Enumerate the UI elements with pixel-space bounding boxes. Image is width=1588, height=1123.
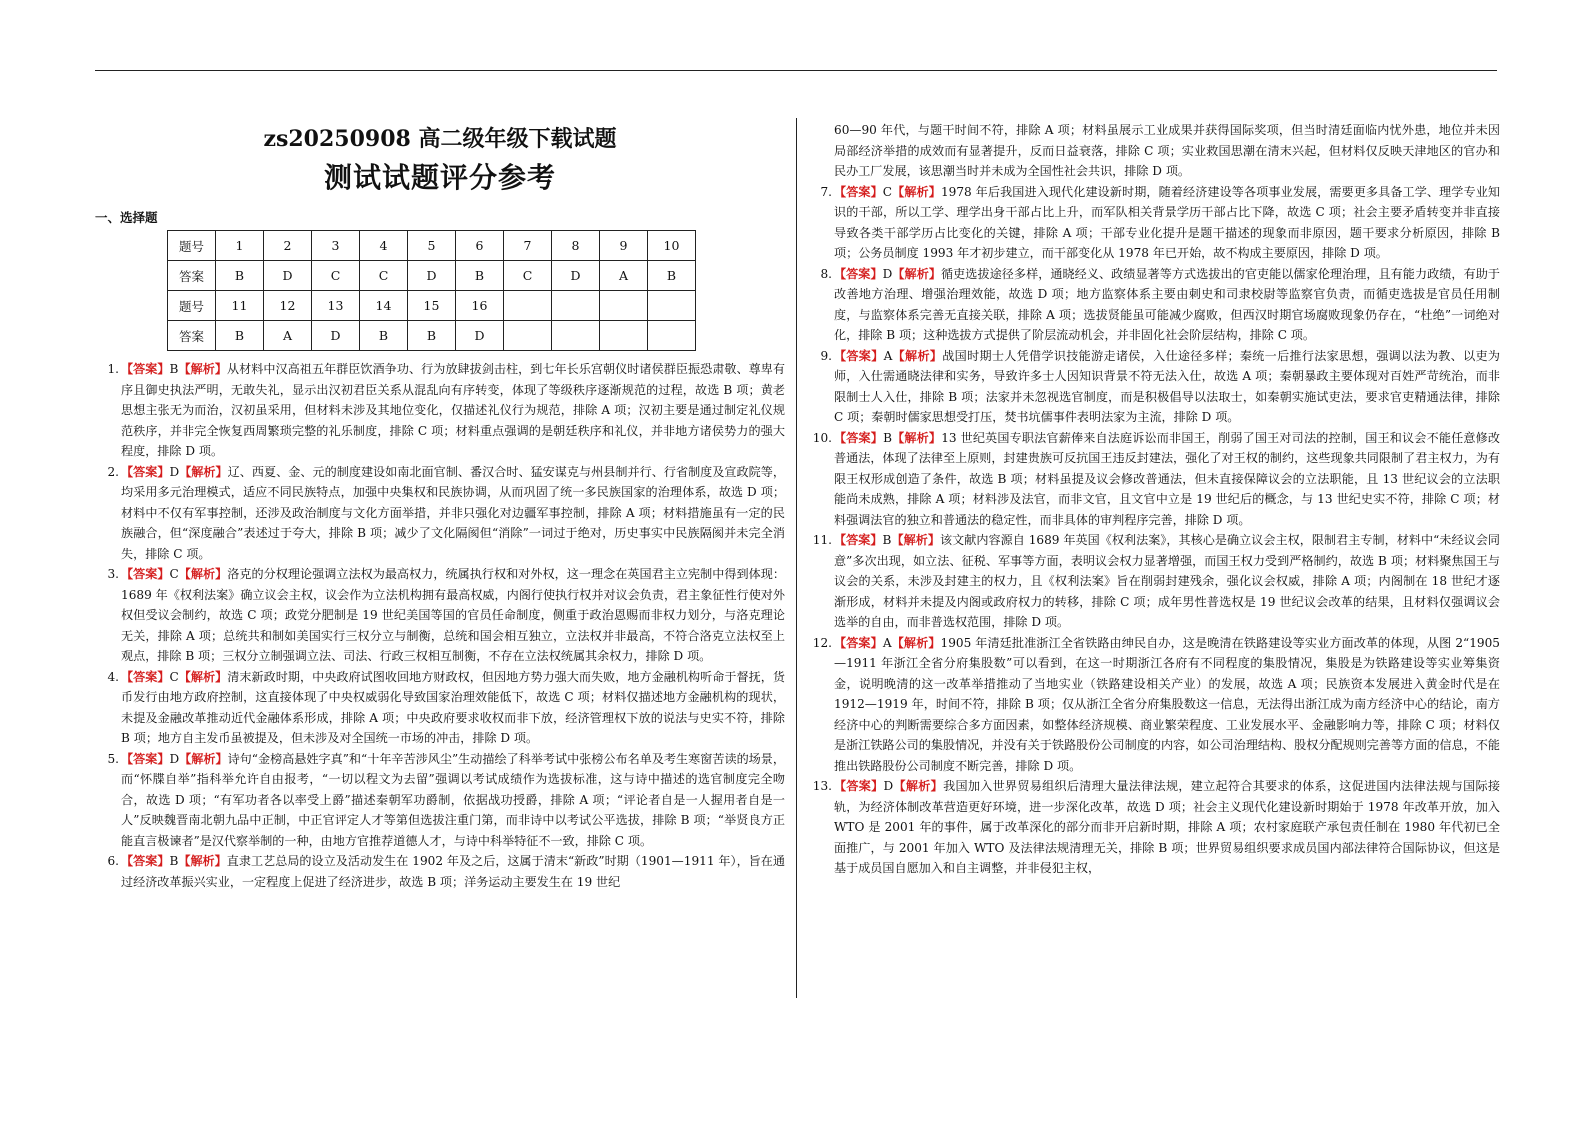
explanation-text: 战国时期士人凭借学识技能游走诸侯，入仕途径多样；秦统一后推行法家思想，强调以法为教、以吏为师，入仕需通晓法律和实务，导致许多士人因知识背景不符无法入仕，故选 A 项；秦朝暴政主要体现对百姓严苛统治，而非限制士人入仕，排除 B 项；法家并未忽视选官制度，而是积极倡导以法取士，如秦朝实施试吏法，要求官吏精通法律，排除 C 项；秦朝时儒家思想受打压，焚书坑儒事件表明法家为主流，排除 D 项。 xyxy=(834,348,1500,424)
answer-cell: C xyxy=(360,261,408,291)
answer-cell: C xyxy=(504,261,552,291)
answer-cell: D xyxy=(552,261,600,291)
answer-tag: 【答案】 xyxy=(121,362,170,376)
analysis-tag: 【解析】 xyxy=(891,430,942,445)
answer-tag: 【答案】 xyxy=(834,779,884,793)
explanation-text: 循吏选拔途径多样，通晓经义、政绩显著等方式选拔出的官吏能以儒家伦理治理，且有能力政绩，有助于改善地方治理、增强治理效能，故选 D 项；地方监察体系主要由刺史和司隶校尉等监察官负责，而循吏选拔是官员任用制度，与监察体系完善无直接关联，排除 A 项；选拔贤能虽可能减少腐败，但西汉时期官场腐败现象仍存在，“杜绝”一词绝对化，排除 B 项；这种选拔方式提供了阶层流动机会，并非固化社会阶层结构，排除 C 项。 xyxy=(834,266,1500,342)
answer-tag: 【答案】 xyxy=(834,430,884,445)
question-number: 6 xyxy=(456,231,504,261)
answer-letter: A xyxy=(882,635,892,650)
explanation-item xyxy=(808,776,1500,879)
explanation-item xyxy=(808,530,1500,633)
explanation-item xyxy=(808,182,1500,264)
explanation-text: 1905 年清廷批准浙江全省铁路由绅民自办，这是晚清在铁路建设等实业方面改革的体现，从图 2“1905—1911 年浙江全省分府集股数”可以看到，在这一时期浙江各府有不同程度的集股情况，集股是为铁路建设等实业筹集资金，说明晚清的这一改革举措推动了当地实业（铁路建设相关产业）的发展，故选 A 项；民族资本发展进入黄金时代是在 1912—1919 年，时间不符，排除 B 项；仅从浙江全省分府集股数这一信息，无法得出浙江成为南方经济中心的结论，南方经济中心的判断需要综合多方面因素，如整体经济规模、商业繁荣程度、工业发展水平、金融影响力等，排除 C 项；材料仅是浙江铁路公司的集股情况，并没有关于铁路股份公司制度的内容，如公司治理结构、股权分配规则完善等方面的信息，不能推出铁路股份公司制度不断完善，排除 D 项。 xyxy=(834,635,1500,773)
row-label: 题号 xyxy=(168,291,216,321)
explanation-text: 13 世纪英国专职法官薪俸来自法庭诉讼而非国王，削弱了国王对司法的控制，国王和议会不能任意修改普通法，体现了法律至上原则，封建贵族可反抗国王违反封建法，强化了对王权的制约，这些现象共同限制了君主权力，为有限王权形成创造了条件，故选 B 项；材料虽提及议会修改普通法，但未直接保障议会的立法职能，且 13 世纪议会的立法职能尚未成熟，排除 A 项；材料涉及法官，而非文官，且文官中立是 19 世纪后的概念，与 13 世纪史实不符，排除 C 项；材料强调法官的独立和普通法的稳定性，而非具体的审判程序完善，排除 D 项。 xyxy=(834,430,1500,527)
item-number: 12. xyxy=(812,635,832,650)
question-number: 16 xyxy=(456,291,504,321)
item-number: 4. xyxy=(107,669,119,684)
answer-letter: B xyxy=(169,362,179,376)
question-number: 15 xyxy=(408,291,456,321)
explanation-text: 辽、西夏、金、元的制度建设如南北面官制、番汉合时、猛安谋克与州县制并行、行省制度及宣政院等，均采用多元治理模式，适应不同民族特点，加强中央集权和民族协调，从而巩固了统一多民族国家的治理体系，故选 D 项；材料中不仅有军事控制，还涉及政治制度与文化方面举措，并非只强化对边疆军事控制，排除 A 项；材料措施虽有一定的民族融合，但“深度融合”表述过于夸大，排除 B 项；减少了文化隔阂但“消除”一词过于绝对，历史事实中民族隔阂并未完全消失，排除 C 项。 xyxy=(121,464,785,561)
answer-letter: C xyxy=(882,184,893,199)
question-row-1 xyxy=(168,231,696,261)
answer-cell xyxy=(552,321,600,351)
answer-letter: B xyxy=(169,854,179,868)
analysis-tag: 【解析】 xyxy=(178,362,227,376)
explanation-item xyxy=(95,462,785,565)
explanation-text: 直隶工艺总局的设立及活动发生在 1902 年及之后，这属于清末“新政”时期（1901—1911 年），旨在通过经济改革振兴实业，一定程度上促进了经济进步，故选 B 项；洋务运动主要发生在 19 世纪 xyxy=(121,854,785,889)
right-column xyxy=(808,120,1500,879)
answer-cell: D xyxy=(312,321,360,351)
explanation-item xyxy=(808,633,1500,777)
explanation-text: 1978 年后我国进入现代化建设新时期，随着经济建设等各项事业发展，需要更多具备工学、理学专业知识的干部，所以工学、理学出身干部占比上升，而军队相关背景学历干部占比下降，故选 C 项；社会主要矛盾转变并非直接导致各类干部学历占比变化的关键，排除 A 项；干部专业化提升是题干描述的现象而非原因，题干要求分析原因，排除 B 项；公务员制度 1993 年才初步建立，而干部变化从 1978 年已开始，故不构成主要原因，排除 D 项。 xyxy=(834,184,1500,260)
answer-cell: D xyxy=(264,261,312,291)
item-number: 2. xyxy=(107,464,119,479)
answer-cell: D xyxy=(408,261,456,291)
explanation-text: 我国加入世界贸易组织后清理大量法律法规，建立起符合其要求的体系，这促进国内法律法规与国际接轨，为经济体制改革营造更好环境，进一步深化改革，故选 D 项；社会主义现代化建设新时期始于 1978 年改革开放，加入 WTO 是 2001 年的事件，属于改革深化的部分而非开启新时期，排除 A 项；农村家庭联产承包责任制在 1980 年代初已全面推广，与 2001 年加入 WTO 及法律法规清理无关，排除 B 项；世界贸易组织要求成员国内部法律符合国际协议，但这是基于成员国自愿加入和自主调整，并非侵犯主权， xyxy=(834,779,1500,875)
question-row-2 xyxy=(168,291,696,321)
analysis-tag: 【解析】 xyxy=(891,533,940,547)
item-number: 9. xyxy=(820,348,832,363)
row-label: 答案 xyxy=(168,261,216,291)
question-number: 5 xyxy=(408,231,456,261)
question-number: 2 xyxy=(264,231,312,261)
analysis-tag: 【解析】 xyxy=(178,669,228,684)
item-number: 6. xyxy=(107,854,119,868)
explanation-text: 清末新政时期，中央政府试图收回地方财政权，但因地方势力强大而失败，地方金融机构听命于督抚，货币发行由地方政府控制，这直接体现了中央权威弱化导致国家治理效能低下，故选 C 项；材料仅描述地方金融机构的现状，未提及金融改革推动近代金融体系形成，排除 A 项；中央政府要求收权而非下放，经济管理权下放的说法与史实不符，排除 B 项；地方自主发币虽被提及，但未涉及对全国统一市场的冲击，排除 D 项。 xyxy=(121,669,785,745)
question-number: 12 xyxy=(264,291,312,321)
answer-cell: B xyxy=(216,321,264,351)
question-number xyxy=(552,291,600,321)
answer-cell: D xyxy=(456,321,504,351)
explanation-item xyxy=(95,667,785,749)
answer-tag: 【答案】 xyxy=(121,464,170,479)
answer-row-2 xyxy=(168,321,696,351)
answer-letter: C xyxy=(169,567,179,581)
question-number xyxy=(648,291,696,321)
answer-cell: B xyxy=(456,261,504,291)
answer-letter: D xyxy=(169,464,180,479)
answer-letter: B xyxy=(882,533,892,547)
item-number: 13. xyxy=(812,779,832,793)
answer-cell: A xyxy=(264,321,312,351)
answer-row-1 xyxy=(168,261,696,291)
question-number: 8 xyxy=(552,231,600,261)
explanation-item xyxy=(808,346,1500,428)
answer-cell: B xyxy=(648,261,696,291)
answer-tag: 【答案】 xyxy=(121,669,170,684)
document-subtitle: 测试试题评分参考 xyxy=(323,161,556,194)
question-number: 14 xyxy=(360,291,408,321)
question-number: 10 xyxy=(648,231,696,261)
answer-tag: 【答案】 xyxy=(834,348,884,363)
question-number: 13 xyxy=(312,291,360,321)
left-column xyxy=(95,120,785,892)
answer-tag: 【答案】 xyxy=(834,533,883,547)
item-number: 8. xyxy=(820,266,832,281)
item-number: 3. xyxy=(107,567,119,581)
answer-cell: B xyxy=(408,321,456,351)
explanation-text: 该文献内容源自 1689 年英国《权利法案》，其核心是确立议会主权，限制君主专制，材料中“未经议会同意”多次出现，如立法、征税、军事等方面，表明议会权力显著增强，而国王权力受到严格制约，故选 B 项；材料聚焦国王与议会的关系，未涉及封建主的权力，且《权利法案》旨在削弱封建残余，强化议会权威，排除 A 项；内阁制在 18 世纪才逐渐形成，材料并未提及内阁或政府权力的转移，排除 C 项；成年男性普选权是 19 世纪议会改革的结果，且材料仅强调议会选举的自由，而非普选权范围，排除 D 项。 xyxy=(834,533,1500,629)
answer-letter: D xyxy=(882,266,893,281)
answer-tag: 【答案】 xyxy=(834,266,883,281)
section-label: 一、选择题 xyxy=(95,210,158,225)
analysis-tag: 【解析】 xyxy=(892,184,941,199)
item-number: 5. xyxy=(107,751,119,766)
answer-cell xyxy=(504,321,552,351)
answer-tag: 【答案】 xyxy=(834,184,883,199)
question-number: 3 xyxy=(312,231,360,261)
explanation-item xyxy=(95,564,785,667)
answer-tag: 【答案】 xyxy=(121,751,170,766)
answer-letter: A xyxy=(883,348,893,363)
answer-letter: B xyxy=(883,430,892,445)
answer-cell: C xyxy=(312,261,360,291)
item-number: 7. xyxy=(820,184,832,199)
column-divider xyxy=(796,118,797,998)
answer-cell xyxy=(648,321,696,351)
answer-cell: B xyxy=(216,261,264,291)
answer-letter: D xyxy=(883,779,894,793)
explanation-item xyxy=(95,749,785,852)
question-number: 1 xyxy=(216,231,264,261)
row-label: 题号 xyxy=(168,231,216,261)
question-number: 11 xyxy=(216,291,264,321)
answer-table xyxy=(167,230,696,351)
answer-cell: B xyxy=(360,321,408,351)
question-number xyxy=(600,291,648,321)
analysis-tag: 【解析】 xyxy=(179,464,228,479)
question-number: 4 xyxy=(360,231,408,261)
answer-tag: 【答案】 xyxy=(834,635,883,650)
answer-letter: D xyxy=(169,751,180,766)
explanation-list-left xyxy=(95,359,785,892)
document-title: zs20250908 高二级年级下载试题 xyxy=(263,126,617,152)
analysis-tag: 【解析】 xyxy=(178,567,228,581)
answer-cell xyxy=(600,321,648,351)
analysis-tag: 【解析】 xyxy=(179,751,228,766)
row-label: 答案 xyxy=(168,321,216,351)
explanation-text: 洛克的分权理论强调立法权为最高权力，统属执行权和对外权，这一理念在英国君主立宪制中得到体现：1689 年《权利法案》确立议会主权，议会作为立法机构拥有最高权威，内阁行使执行权并对议会负责，君主象征性行使对外权但受议会制约，故选 C 项；政党分肥制是 19 世纪美国等国的官员任命制度，侧重于政治恩赐而非权力划分，与洛克理论无关，排除 A 项；总统共和制如美国实行三权分立与制衡，总统和国会相互独立，立法权并非最高，不符合洛克立法权至上观点，排除 B 项；三权分立制强调立法、司法、行政三权相互制衡，不存在立法权统属其余权力，排除 D 项。 xyxy=(121,567,785,663)
explanation-text: 从材料中汉高祖五年群臣饮酒争功、行为放肆拔剑击柱，到七年长乐宫朝仪时诸侯群臣振恐肃敬、尊卑有序且御史执法严明，无敢失礼，显示出汉初君臣关系从混乱向有序转变，体现了等级秩序逐渐规范的过程，故选 B 项；黄老思想主张无为而治，汉初虽采用，但材料未涉及其地位变化，仅描述礼仪行为规范，排除 A 项；汉初主要是通过制定礼仪规范秩序，并非完全恢复西周繁琐完整的礼乐制度，排除 C 项；材料重点强调的是朝廷秩序和礼仪，并非地方诸侯势力的强大程度，排除 D 项。 xyxy=(121,362,785,458)
explanation-item xyxy=(808,428,1500,531)
question-number: 7 xyxy=(504,231,552,261)
explanation-text: 诗句“金榜高悬姓字真”和“十年辛苦涉风尘”生动描绘了科举考试中张榜公布名单及考生寒窗苦读的场景，而“怀牒自举”指科举允许自由报考，“一切以程文为去留”强调以考试成绩作为选拔标准，这与诗中描述的选官制度完全吻合，故选 D 项；“有军功者各以率受上爵”描述秦朝军功爵制，依据战功授爵，排除 A 项；“评论者自是一人握用者自是一人”反映魏晋南北朝九品中正制，中正官评定人才等第但选拔注重门第，而非诗中以考试公平选拔，排除 B 项；“举贤良方正能直言极谏者”是汉代察举制的一种，由地方官推荐道德人才，与诗中科举特征不一致，排除 C 项。 xyxy=(121,751,785,848)
answer-tag: 【答案】 xyxy=(121,567,170,581)
top-rule xyxy=(95,70,1497,71)
item-number: 10. xyxy=(812,430,832,445)
question-number xyxy=(504,291,552,321)
analysis-tag: 【解析】 xyxy=(891,635,941,650)
analysis-tag: 【解析】 xyxy=(892,348,943,363)
answer-tag: 【答案】 xyxy=(121,854,170,868)
answer-cell: A xyxy=(600,261,648,291)
question-number: 9 xyxy=(600,231,648,261)
continuation-text: 60—90 年代，与题干时间不符，排除 A 项；材料虽展示工业成果并获得国际奖项，但当时清廷面临内忧外患，地位并未因局部经济举措的成效而有显著提升，反而日益衰落，排除 C 项；实业救国思潮在清末兴起，但材料仅反映天津地区的官办和民办工厂发展，该思潮当时并未成为全国性社会共识，排除 D 项。 xyxy=(834,123,1500,178)
explanation-item xyxy=(808,264,1500,346)
item-number: 1. xyxy=(107,362,119,376)
answer-letter: C xyxy=(169,669,179,684)
analysis-tag: 【解析】 xyxy=(178,854,227,868)
explanation-item xyxy=(95,359,785,462)
analysis-tag: 【解析】 xyxy=(892,266,941,281)
analysis-tag: 【解析】 xyxy=(893,779,944,793)
item-number: 11. xyxy=(812,533,832,547)
explanation-item xyxy=(95,851,785,892)
